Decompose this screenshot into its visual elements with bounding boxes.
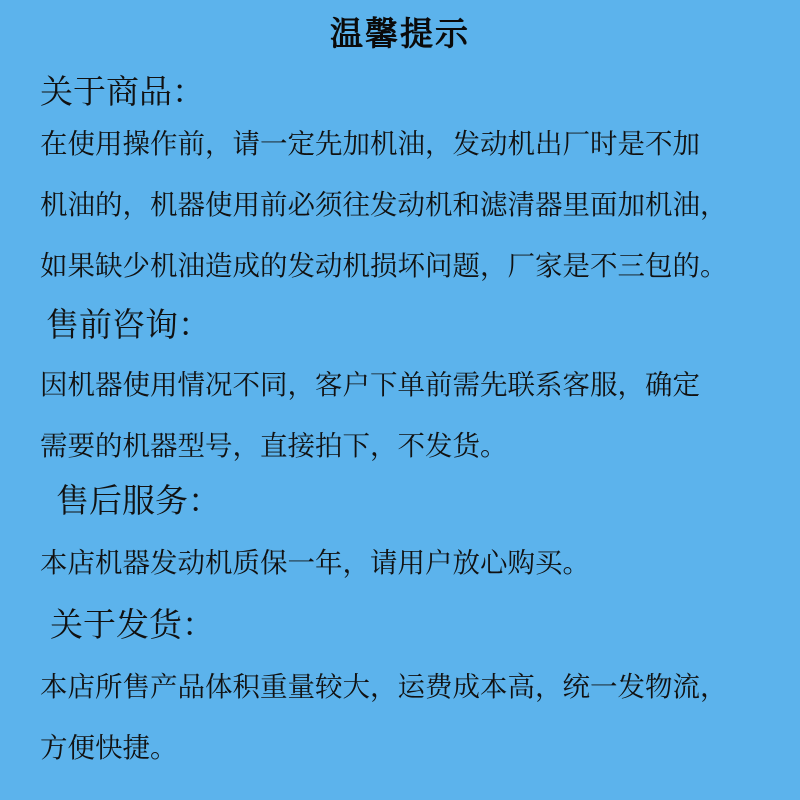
section-heading-shipping: 关于发货： bbox=[50, 605, 215, 644]
section-heading-presale: 售前咨询： bbox=[46, 305, 211, 344]
section-body-product bbox=[40, 114, 780, 297]
page-title: 温馨提示 bbox=[330, 14, 470, 53]
paragraph-line: 需要的机器型号，直接拍下，不发货。 bbox=[40, 430, 508, 462]
paragraph-line: 本店机器发动机质保一年，请用户放心购买。 bbox=[40, 547, 590, 579]
section-body-shipping bbox=[40, 657, 780, 779]
paragraph-line: 方便快捷。 bbox=[40, 732, 178, 764]
paragraph-line: 在使用操作前，请一定先加机油，发动机出厂时是不加 bbox=[40, 128, 700, 160]
paragraph-line: 机油的，机器使用前必须往发动机和滤清器里面加机油， bbox=[40, 189, 728, 221]
section-body-presale bbox=[40, 355, 780, 477]
section-heading-aftersale: 售后服务： bbox=[56, 481, 221, 520]
section-heading-product: 关于商品： bbox=[40, 72, 205, 111]
section-body-aftersale bbox=[40, 533, 780, 594]
paragraph-line: 因机器使用情况不同，客户下单前需先联系客服，确定 bbox=[40, 369, 700, 401]
paragraph-line: 如果缺少机油造成的发动机损坏问题，厂家是不三包的。 bbox=[40, 250, 728, 282]
paragraph-line: 本店所售产品体积重量较大，运费成本高，统一发物流， bbox=[40, 671, 728, 703]
